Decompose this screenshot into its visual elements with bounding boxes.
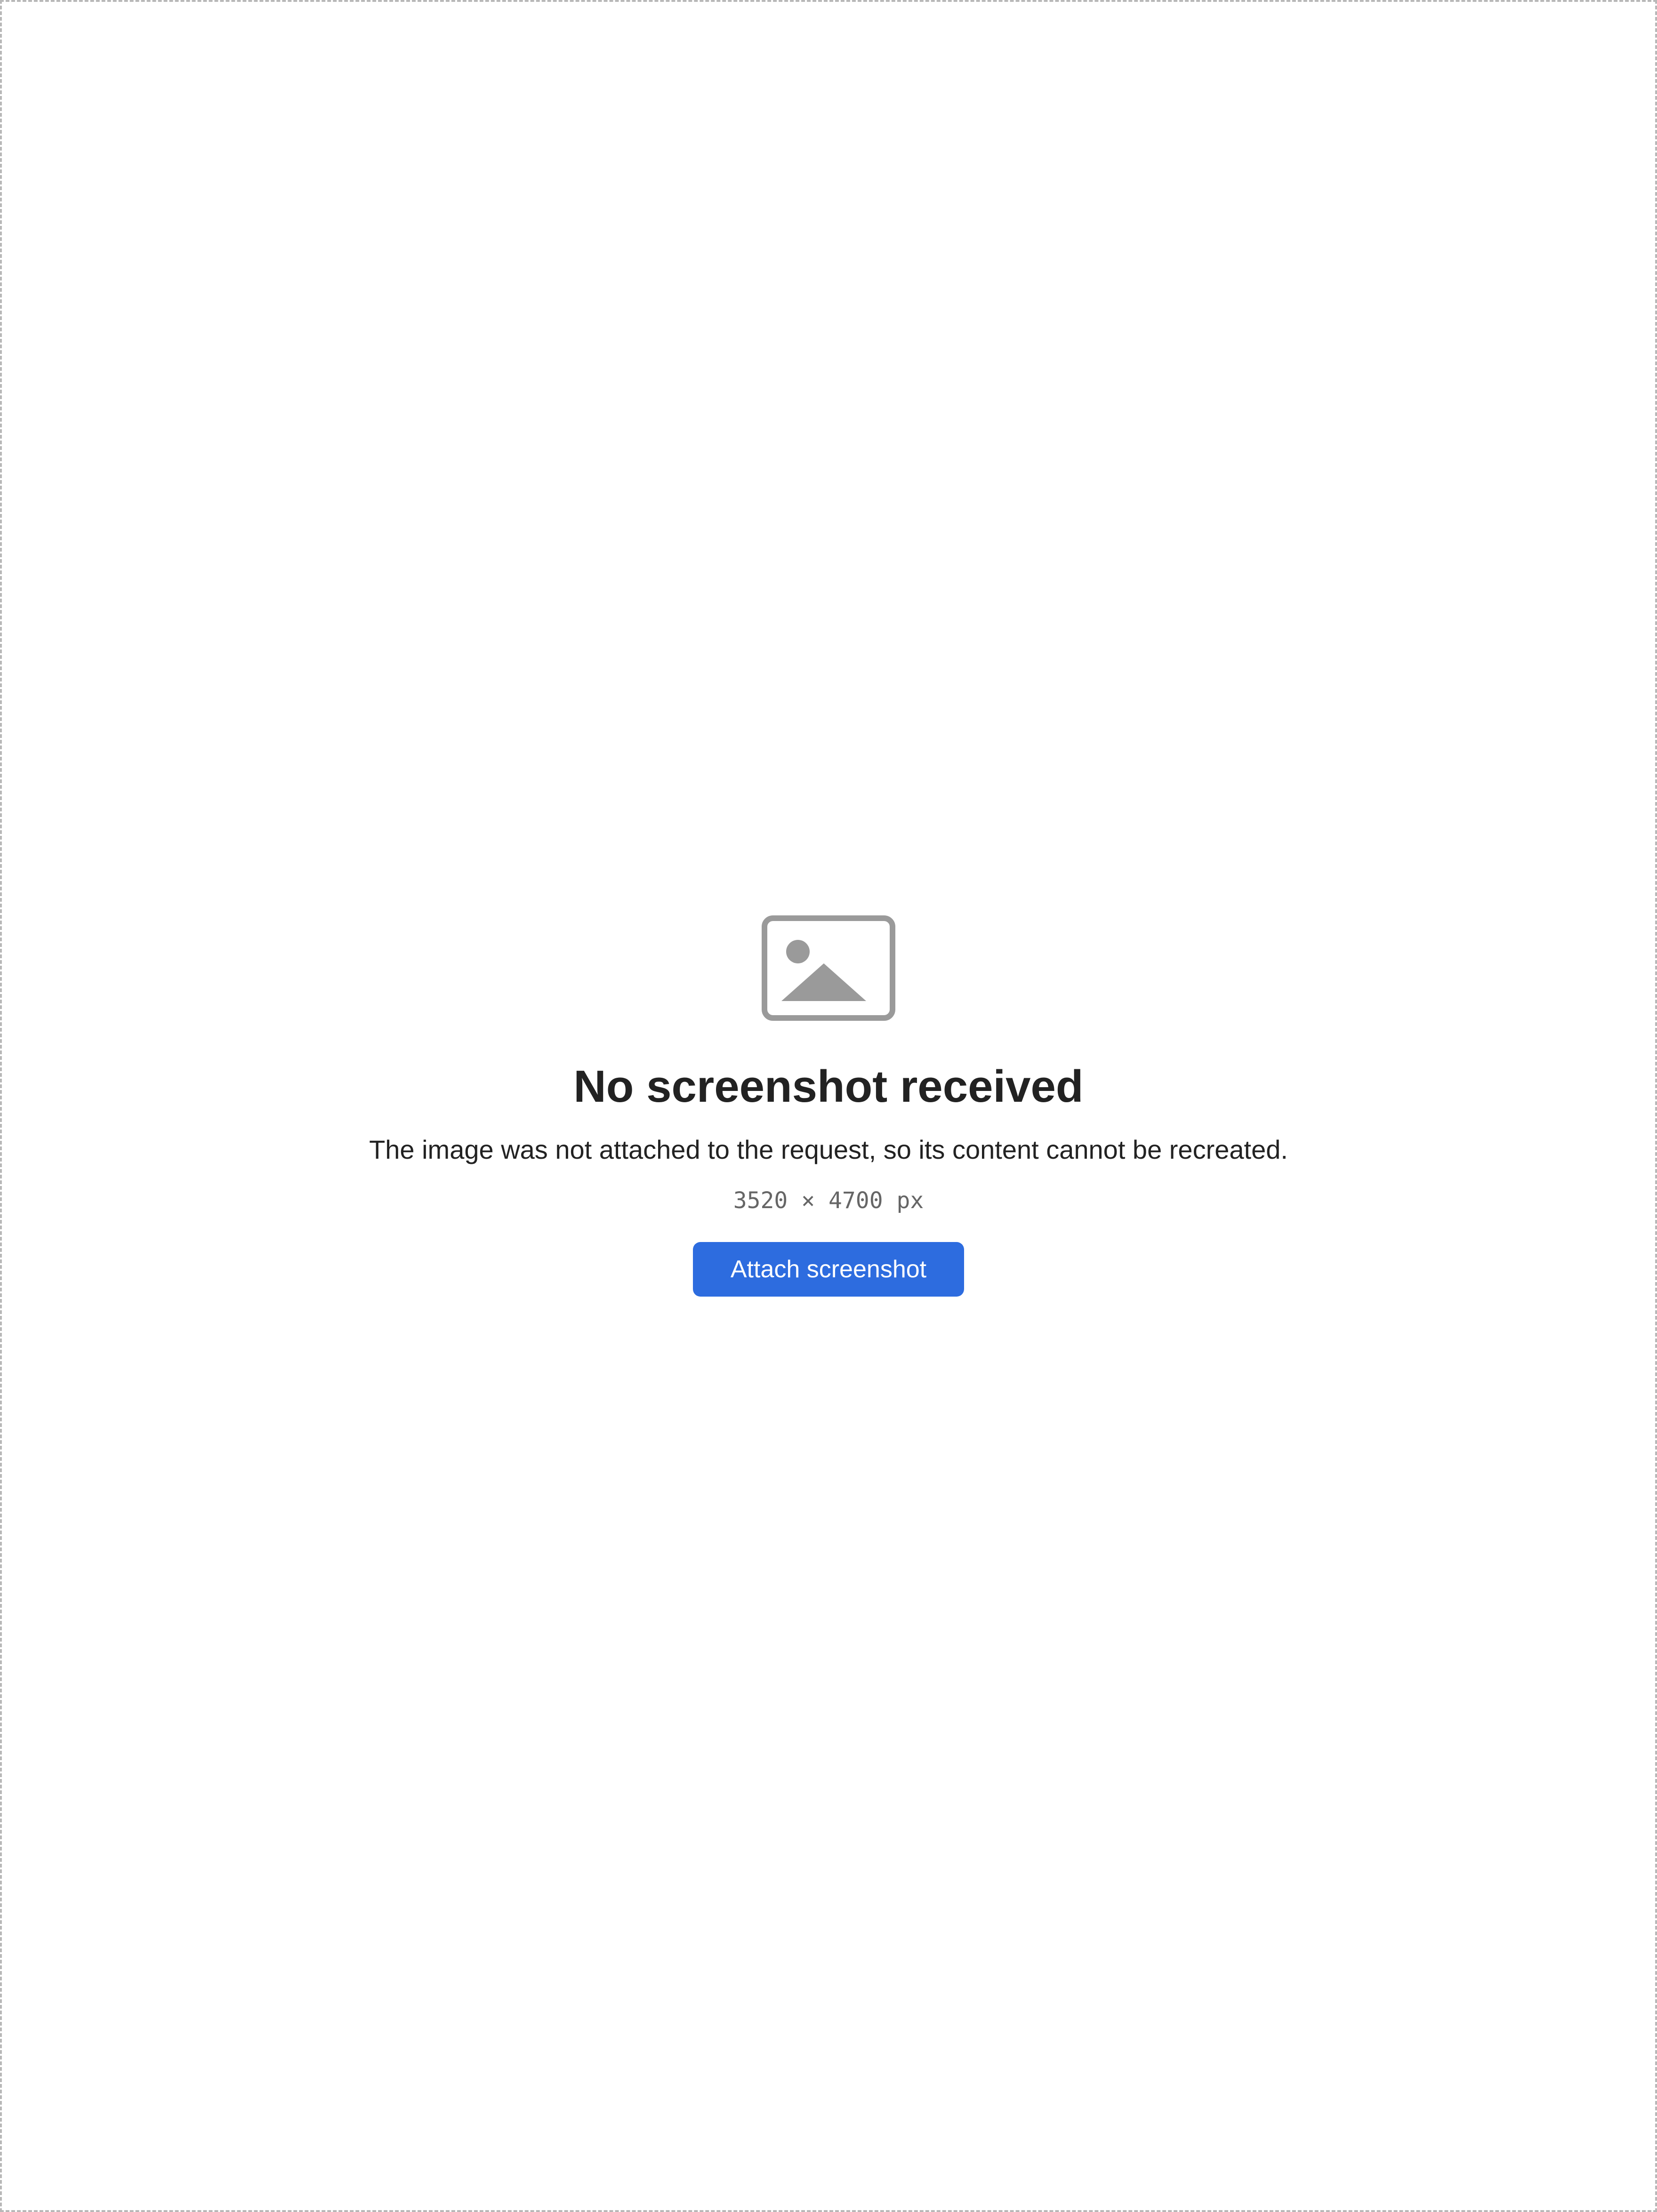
status-panel bbox=[311, 915, 1346, 1296]
status-title: No screenshot received bbox=[573, 1061, 1084, 1112]
image-missing-icon bbox=[762, 915, 895, 1021]
status-message: The image was not attached to the request, so its content cannot be recreated. bbox=[369, 1135, 1288, 1165]
attach-screenshot-button[interactable]: Attach screenshot bbox=[693, 1242, 964, 1297]
target-dimensions: 3520 × 4700 px bbox=[733, 1187, 924, 1214]
